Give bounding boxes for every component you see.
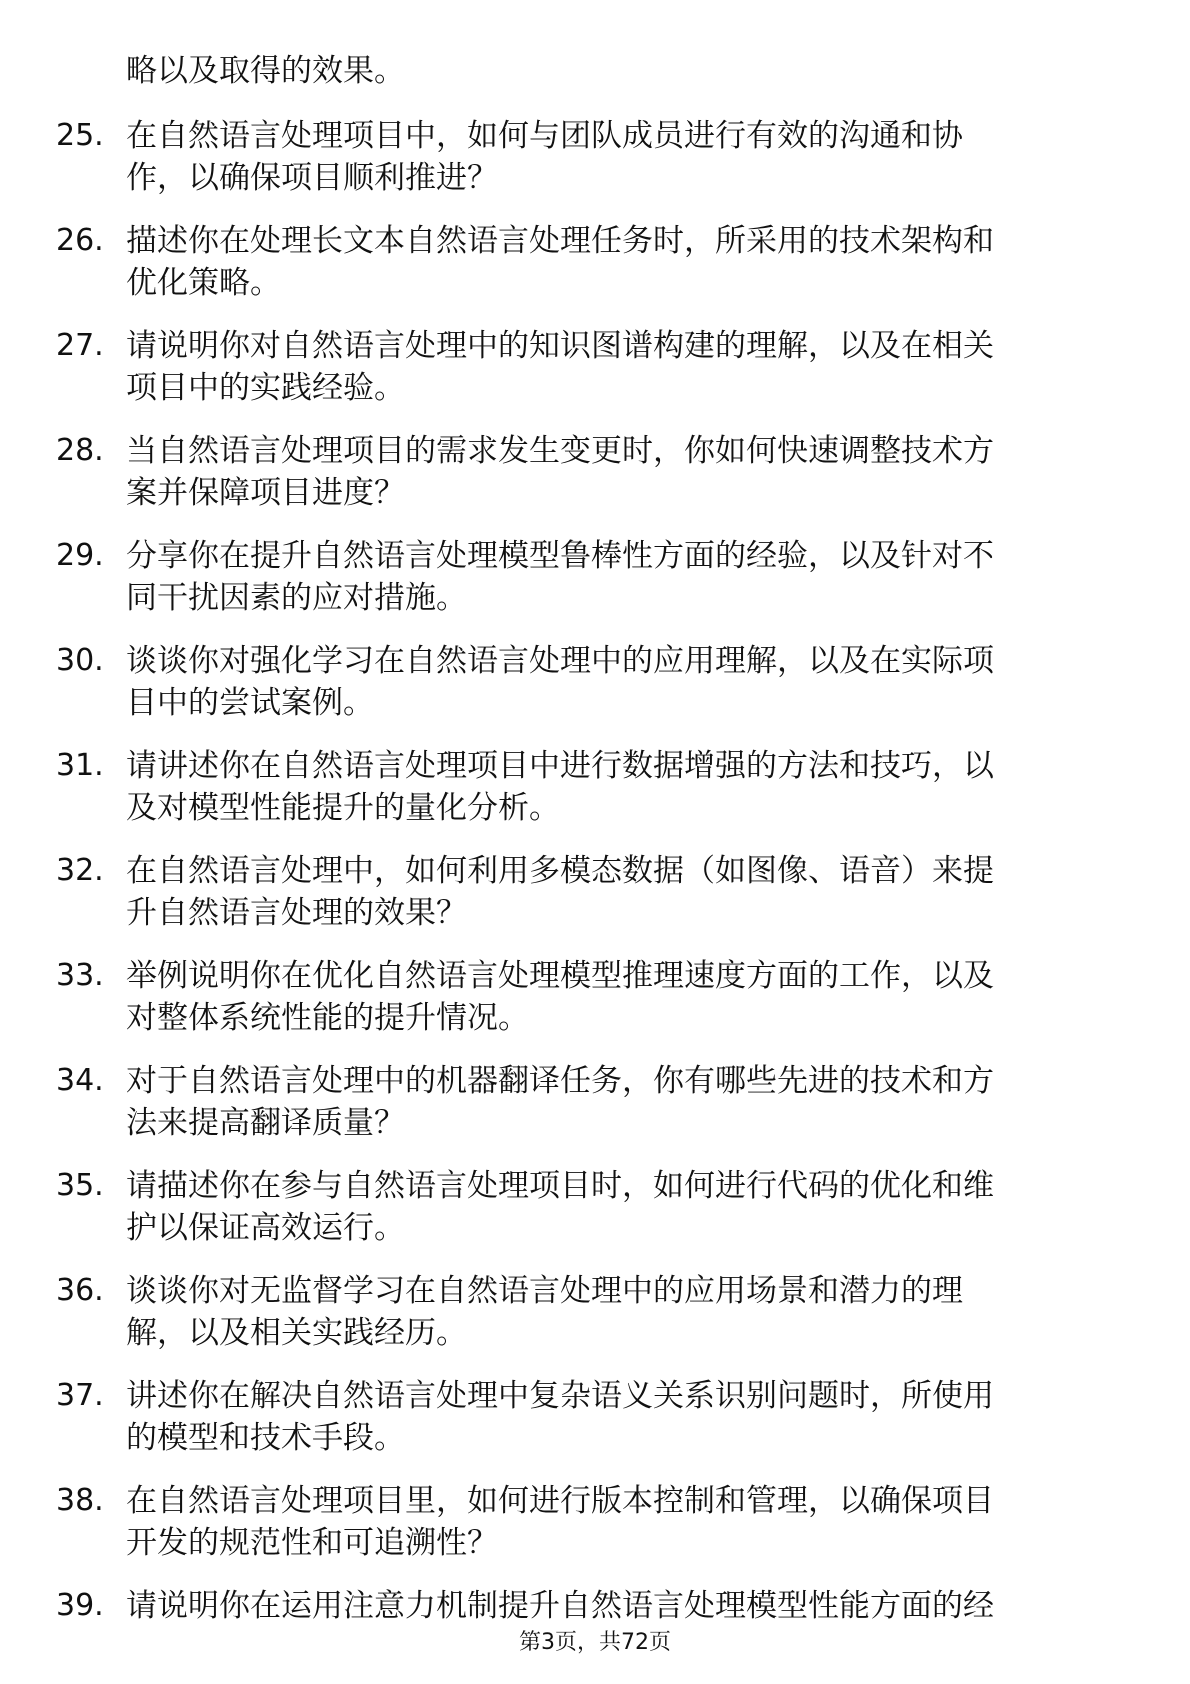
question-item: [0, 1480, 1190, 1585]
question-item: [0, 1165, 1190, 1270]
question-number: 37.: [56, 1378, 104, 1413]
continued-text: 略以及取得的效果。: [126, 53, 405, 89]
question-text-line: 对整体系统性能的提升情况。: [126, 1000, 529, 1036]
question-number: 31.: [56, 748, 104, 783]
question-text-line: 优化策略。: [126, 265, 281, 301]
question-text-line: 护以保证高效运行。: [126, 1210, 405, 1246]
question-item: [0, 220, 1190, 325]
question-number: 29.: [56, 538, 104, 573]
question-item: [0, 1270, 1190, 1375]
question-item: [0, 640, 1190, 745]
question-text-line: 项目中的实践经验。: [126, 370, 405, 406]
question-text-line: 当自然语言处理项目的需求发生变更时，你如何快速调整技术方: [126, 433, 994, 469]
question-number: 27.: [56, 328, 104, 363]
question-item: [0, 1375, 1190, 1480]
question-list: [0, 115, 1190, 1635]
question-text-line: 在自然语言处理中，如何利用多模态数据（如图像、语音）来提: [126, 853, 994, 889]
question-item: [0, 115, 1190, 220]
question-item: [0, 955, 1190, 1060]
question-item: [0, 535, 1190, 640]
page-footer: [0, 1628, 1190, 1658]
question-text-line: 举例说明你在优化自然语言处理模型推理速度方面的工作，以及: [126, 958, 994, 994]
question-number: 35.: [56, 1168, 104, 1203]
question-text-line: 开发的规范性和可追溯性？: [126, 1525, 498, 1561]
question-number: 39.: [56, 1588, 104, 1623]
question-text-line: 案并保障项目进度？: [126, 475, 405, 511]
question-item: [0, 850, 1190, 955]
question-text-line: 对于自然语言处理中的机器翻译任务，你有哪些先进的技术和方: [126, 1063, 994, 1099]
question-text-line: 请讲述你在自然语言处理项目中进行数据增强的方法和技巧，以: [126, 748, 994, 784]
question-text-line: 请说明你在运用注意力机制提升自然语言处理模型性能方面的经: [126, 1588, 994, 1624]
question-text-line: 讲述你在解决自然语言处理中复杂语义关系识别问题时，所使用: [126, 1378, 994, 1414]
question-number: 28.: [56, 433, 104, 468]
question-number: 33.: [56, 958, 104, 993]
question-number: 36.: [56, 1273, 104, 1308]
question-text-line: 请描述你在参与自然语言处理项目时，如何进行代码的优化和维: [126, 1168, 994, 1204]
question-text-line: 的模型和技术手段。: [126, 1420, 405, 1456]
question-number: 38.: [56, 1483, 104, 1518]
question-text-line: 及对模型性能提升的量化分析。: [126, 790, 560, 826]
question-number: 25.: [56, 118, 104, 153]
question-text-line: 请说明你对自然语言处理中的知识图谱构建的理解，以及在相关: [126, 328, 994, 364]
question-text-line: 在自然语言处理项目里，如何进行版本控制和管理，以确保项目: [126, 1483, 994, 1519]
question-item: [0, 325, 1190, 430]
question-text-line: 作，以确保项目顺利推进？: [126, 160, 498, 196]
question-text-line: 谈谈你对强化学习在自然语言处理中的应用理解，以及在实际项: [126, 643, 994, 679]
question-text-line: 法来提高翻译质量？: [126, 1105, 405, 1141]
question-item: [0, 430, 1190, 535]
question-text-line: 升自然语言处理的效果？: [126, 895, 467, 931]
question-text-line: 目中的尝试案例。: [126, 685, 374, 721]
question-number: 26.: [56, 223, 104, 258]
question-text-line: 解，以及相关实践经历。: [126, 1315, 467, 1351]
question-number: 30.: [56, 643, 104, 678]
question-number: 34.: [56, 1063, 104, 1098]
question-number: 32.: [56, 853, 104, 888]
question-text-line: 同干扰因素的应对措施。: [126, 580, 467, 616]
question-item: [0, 745, 1190, 850]
question-item: [0, 1060, 1190, 1165]
question-text-line: 描述你在处理长文本自然语言处理任务时，所采用的技术架构和: [126, 223, 994, 259]
page-number-label: 第3页，共72页: [519, 1630, 671, 1655]
question-text-line: 谈谈你对无监督学习在自然语言处理中的应用场景和潜力的理: [126, 1273, 963, 1309]
question-text-line: 在自然语言处理项目中，如何与团队成员进行有效的沟通和协: [126, 118, 963, 154]
question-text-line: 分享你在提升自然语言处理模型鲁棒性方面的经验，以及针对不: [126, 538, 994, 574]
